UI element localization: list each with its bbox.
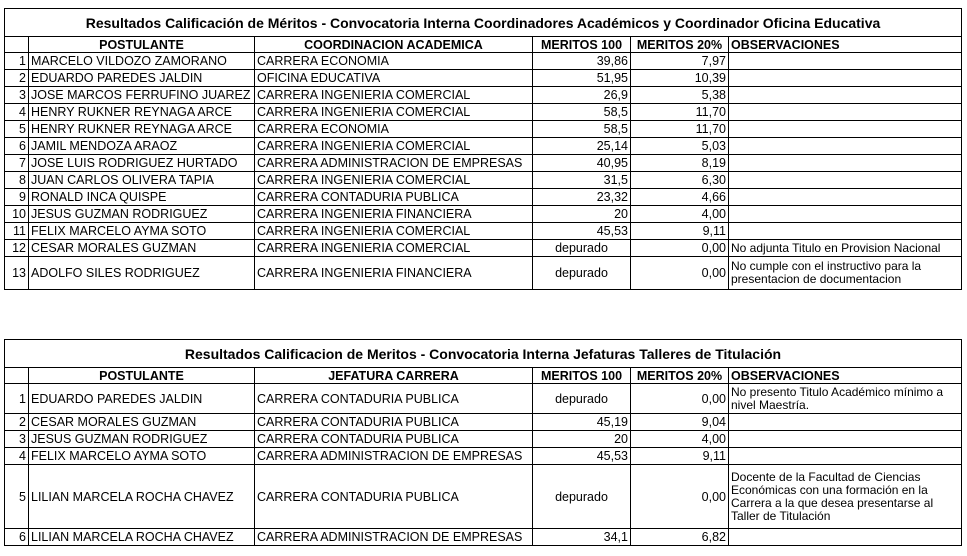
row-number: 3 xyxy=(5,87,29,104)
coordinadores-results-table xyxy=(4,8,962,290)
observaciones-text xyxy=(729,223,962,240)
meritos-100-value: depurado xyxy=(533,240,631,257)
header-observaciones: OBSERVACIONES xyxy=(729,368,962,384)
meritos-100-value: 45,53 xyxy=(533,448,631,465)
meritos-20-value: 11,70 xyxy=(631,104,729,121)
header-coordinacion: COORDINACION ACADEMICA xyxy=(255,37,533,53)
table-row xyxy=(5,384,962,414)
postulante-name: JUAN CARLOS OLIVERA TAPIA xyxy=(29,172,255,189)
meritos-100-value: 45,53 xyxy=(533,223,631,240)
meritos-20-value: 10,39 xyxy=(631,70,729,87)
observaciones-text xyxy=(729,53,962,70)
observaciones-text: No adjunta Titulo en Provision Nacional xyxy=(729,240,962,257)
meritos-20-value: 0,00 xyxy=(631,240,729,257)
meritos-100-value: 25,14 xyxy=(533,138,631,155)
unit-name: CARRERA CONTADURIA PUBLICA xyxy=(255,414,533,431)
table-row xyxy=(5,70,962,87)
unit-name: CARRERA INGENIERIA FINANCIERA xyxy=(255,257,533,290)
postulante-name: LILIAN MARCELA ROCHA CHAVEZ xyxy=(29,465,255,529)
table-row xyxy=(5,138,962,155)
row-number: 1 xyxy=(5,53,29,70)
table-row xyxy=(5,172,962,189)
observaciones-text xyxy=(729,121,962,138)
table-row xyxy=(5,121,962,138)
unit-name: CARRERA ECONOMIA xyxy=(255,121,533,138)
table-title: Resultados Calificación de Méritos - Convocatoria Interna Coordinadores Académicos y Coordinador Oficina Educativa xyxy=(5,9,962,37)
unit-name: CARRERA CONTADURIA PUBLICA xyxy=(255,189,533,206)
unit-name: CARRERA ADMINISTRACION DE EMPRESAS xyxy=(255,155,533,172)
meritos-20-value: 7,97 xyxy=(631,53,729,70)
unit-name: OFICINA EDUCATIVA xyxy=(255,70,533,87)
meritos-20-value: 9,11 xyxy=(631,448,729,465)
table-row xyxy=(5,206,962,223)
table-row xyxy=(5,155,962,172)
observaciones-text xyxy=(729,189,962,206)
observaciones-text xyxy=(729,138,962,155)
postulante-name: CESAR MORALES GUZMAN xyxy=(29,240,255,257)
unit-name: CARRERA CONTADURIA PUBLICA xyxy=(255,431,533,448)
observaciones-text xyxy=(729,431,962,448)
row-number: 3 xyxy=(5,431,29,448)
table-row xyxy=(5,465,962,529)
meritos-20-value: 9,11 xyxy=(631,223,729,240)
observaciones-text xyxy=(729,104,962,121)
row-number: 2 xyxy=(5,414,29,431)
postulante-name: HENRY RUKNER REYNAGA ARCE xyxy=(29,104,255,121)
meritos-100-value: 51,95 xyxy=(533,70,631,87)
meritos-100-value: 34,1 xyxy=(533,529,631,546)
header-postulante: POSTULANTE xyxy=(29,368,255,384)
postulante-name: EDUARDO PAREDES JALDIN xyxy=(29,70,255,87)
observaciones-text xyxy=(729,70,962,87)
postulante-name: JESUS GUZMAN RODRIGUEZ xyxy=(29,431,255,448)
meritos-20-value: 9,04 xyxy=(631,414,729,431)
table-row xyxy=(5,189,962,206)
meritos-100-value: depurado xyxy=(533,465,631,529)
observaciones-text xyxy=(729,87,962,104)
row-number: 11 xyxy=(5,223,29,240)
meritos-100-value: 23,32 xyxy=(533,189,631,206)
row-number: 6 xyxy=(5,138,29,155)
row-number: 5 xyxy=(5,465,29,529)
meritos-20-value: 6,82 xyxy=(631,529,729,546)
unit-name: CARRERA INGENIERIA COMERCIAL xyxy=(255,87,533,104)
table-row xyxy=(5,257,962,290)
meritos-100-value: depurado xyxy=(533,257,631,290)
meritos-20-value: 0,00 xyxy=(631,257,729,290)
postulante-name: HENRY RUKNER REYNAGA ARCE xyxy=(29,121,255,138)
unit-name: CARRERA CONTADURIA PUBLICA xyxy=(255,384,533,414)
postulante-name: LILIAN MARCELA ROCHA CHAVEZ xyxy=(29,529,255,546)
header-meritos-20: MERITOS 20% xyxy=(631,37,729,53)
observaciones-text xyxy=(729,155,962,172)
meritos-20-value: 4,00 xyxy=(631,431,729,448)
header-meritos-100: MERITOS 100 xyxy=(533,368,631,384)
postulante-name: JOSE MARCOS FERRUFINO JUAREZ xyxy=(29,87,255,104)
row-number: 2 xyxy=(5,70,29,87)
meritos-20-value: 4,00 xyxy=(631,206,729,223)
postulante-name: RONALD INCA QUISPE xyxy=(29,189,255,206)
unit-name: CARRERA ADMINISTRACION DE EMPRESAS xyxy=(255,448,533,465)
table-row xyxy=(5,448,962,465)
header-index xyxy=(5,37,29,53)
meritos-100-value: 26,9 xyxy=(533,87,631,104)
observaciones-text xyxy=(729,529,962,546)
meritos-100-value: 45,19 xyxy=(533,414,631,431)
postulante-name: JAMIL MENDOZA ARAOZ xyxy=(29,138,255,155)
row-number: 4 xyxy=(5,104,29,121)
unit-name: CARRERA CONTADURIA PUBLICA xyxy=(255,465,533,529)
meritos-100-value: 39,86 xyxy=(533,53,631,70)
row-number: 8 xyxy=(5,172,29,189)
row-number: 13 xyxy=(5,257,29,290)
table-title: Resultados Calificacion de Meritos - Convocatoria Interna Jefaturas Talleres de Titulación xyxy=(5,340,962,368)
table-row xyxy=(5,529,962,546)
meritos-20-value: 5,03 xyxy=(631,138,729,155)
meritos-20-value: 11,70 xyxy=(631,121,729,138)
table-row xyxy=(5,223,962,240)
meritos-100-value: 58,5 xyxy=(533,121,631,138)
meritos-20-value: 4,66 xyxy=(631,189,729,206)
meritos-100-value: depurado xyxy=(533,384,631,414)
meritos-100-value: 20 xyxy=(533,431,631,448)
observaciones-text: No presento Titulo Académico mínimo a nivel Maestría. xyxy=(729,384,962,414)
observaciones-text xyxy=(729,172,962,189)
header-index xyxy=(5,368,29,384)
row-number: 9 xyxy=(5,189,29,206)
meritos-20-value: 0,00 xyxy=(631,384,729,414)
observaciones-text: No cumple con el instructivo para la presentacion de documentacion xyxy=(729,257,962,290)
unit-name: CARRERA INGENIERIA FINANCIERA xyxy=(255,206,533,223)
table-row xyxy=(5,414,962,431)
meritos-20-value: 8,19 xyxy=(631,155,729,172)
table-row xyxy=(5,431,962,448)
meritos-100-value: 20 xyxy=(533,206,631,223)
header-meritos-100: MERITOS 100 xyxy=(533,37,631,53)
unit-name: CARRERA INGENIERIA COMERCIAL xyxy=(255,104,533,121)
header-jefatura: JEFATURA CARRERA xyxy=(255,368,533,384)
postulante-name: FELIX MARCELO AYMA SOTO xyxy=(29,448,255,465)
meritos-100-value: 31,5 xyxy=(533,172,631,189)
header-observaciones: OBSERVACIONES xyxy=(729,37,962,53)
row-number: 12 xyxy=(5,240,29,257)
table-row xyxy=(5,104,962,121)
table-row xyxy=(5,87,962,104)
row-number: 6 xyxy=(5,529,29,546)
postulante-name: MARCELO VILDOZO ZAMORANO xyxy=(29,53,255,70)
postulante-name: JESUS GUZMAN RODRIGUEZ xyxy=(29,206,255,223)
unit-name: CARRERA INGENIERIA COMERCIAL xyxy=(255,138,533,155)
postulante-name: CESAR MORALES GUZMAN xyxy=(29,414,255,431)
unit-name: CARRERA ADMINISTRACION DE EMPRESAS xyxy=(255,529,533,546)
header-postulante: POSTULANTE xyxy=(29,37,255,53)
table-row xyxy=(5,240,962,257)
table-row xyxy=(5,53,962,70)
talleres-results-table xyxy=(4,339,962,546)
observaciones-text xyxy=(729,448,962,465)
postulante-name: EDUARDO PAREDES JALDIN xyxy=(29,384,255,414)
unit-name: CARRERA INGENIERIA COMERCIAL xyxy=(255,240,533,257)
meritos-100-value: 58,5 xyxy=(533,104,631,121)
postulante-name: JOSE LUIS RODRIGUEZ HURTADO xyxy=(29,155,255,172)
meritos-100-value: 40,95 xyxy=(533,155,631,172)
meritos-20-value: 0,00 xyxy=(631,465,729,529)
unit-name: CARRERA INGENIERIA COMERCIAL xyxy=(255,223,533,240)
row-number: 1 xyxy=(5,384,29,414)
meritos-20-value: 6,30 xyxy=(631,172,729,189)
row-number: 4 xyxy=(5,448,29,465)
meritos-20-value: 5,38 xyxy=(631,87,729,104)
postulante-name: ADOLFO SILES RODRIGUEZ xyxy=(29,257,255,290)
row-number: 5 xyxy=(5,121,29,138)
observaciones-text xyxy=(729,414,962,431)
row-number: 10 xyxy=(5,206,29,223)
unit-name: CARRERA ECONOMIA xyxy=(255,53,533,70)
header-meritos-20: MERITOS 20% xyxy=(631,368,729,384)
observaciones-text: Docente de la Facultad de Ciencias Económicas con una formación en la Carrera a la que desea presentarse al Taller de Titulación xyxy=(729,465,962,529)
observaciones-text xyxy=(729,206,962,223)
row-number: 7 xyxy=(5,155,29,172)
postulante-name: FELIX MARCELO AYMA SOTO xyxy=(29,223,255,240)
unit-name: CARRERA INGENIERIA COMERCIAL xyxy=(255,172,533,189)
